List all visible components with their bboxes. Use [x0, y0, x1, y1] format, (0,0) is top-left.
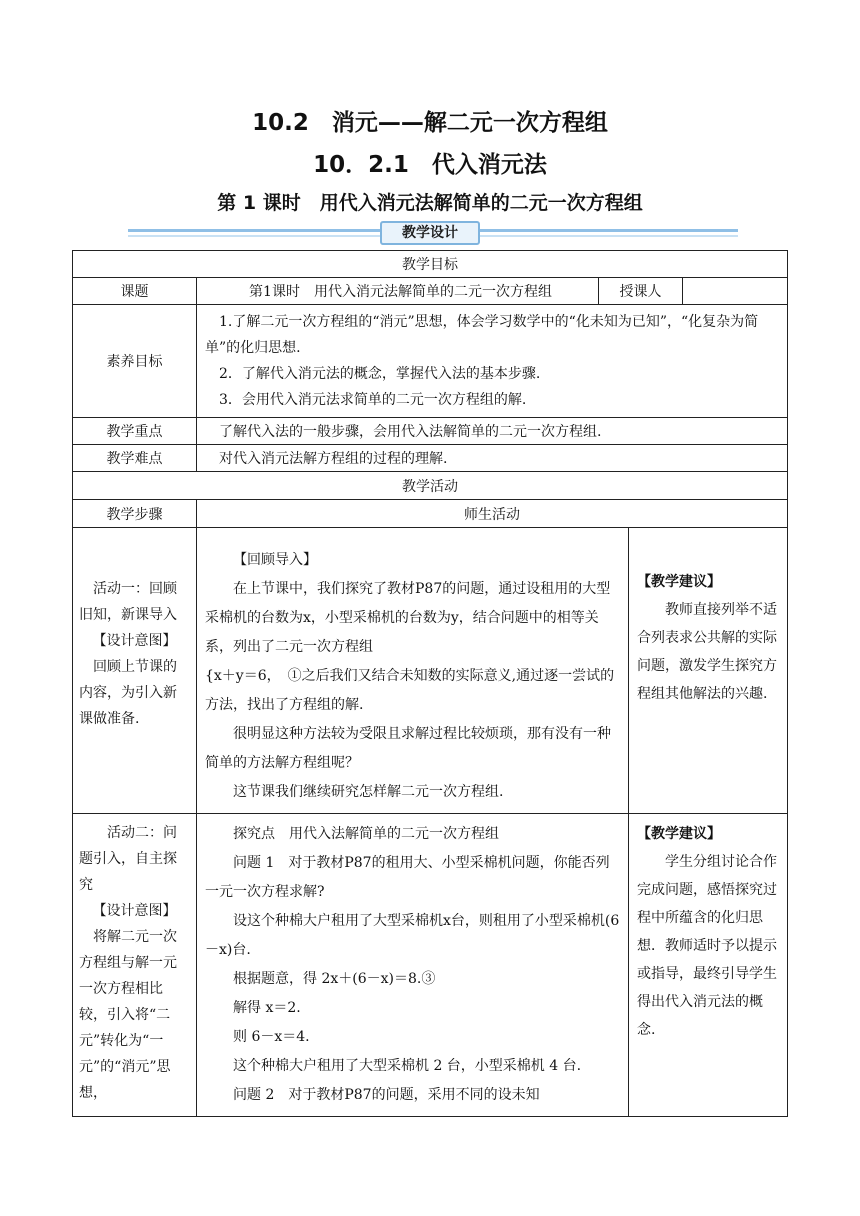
literacy-item: 1.了解二元一次方程组的“消元”思想，体会学习数学中的“化未知为已知”，“化复杂为简单”的化归思想. [205, 314, 759, 356]
activity2-content [197, 814, 629, 1117]
literacy-item: 3．会用代入消元法求简单的二元一次方程组的解. [219, 392, 527, 408]
activity1-paragraph: 很明显这种方法较为受限且求解过程比较烦琐，那有没有一种简单的方法解方程组呢？ [205, 726, 611, 771]
activity2-step [73, 814, 197, 1117]
activity2-paragraph: 探究点 用代入法解简单的二元一次方程组 [233, 826, 499, 842]
activity2-design-label: 【设计意图】 [92, 903, 177, 919]
activity1-content [197, 528, 629, 814]
key-point-value: 了解代入法的一般步骤，会用代入法解简单的二元一次方程组. [197, 418, 788, 445]
key-point-label: 教学重点 [73, 418, 197, 445]
activity1-paragraph: 在上节课中，我们探究了教材P87的问题，通过设租用的大型采棉机的台数为x，小型采棉机的台数为y，结合问题中的相等关系，列出了二元一次方程组 [205, 581, 611, 655]
activity1-paragraph: 【回顾导入】 [233, 552, 317, 568]
activity1-suggestion [629, 528, 788, 814]
topic-value: 第1课时 用代入消元法解简单的二元一次方程组 [197, 278, 599, 305]
activities-header: 教学活动 [73, 472, 788, 500]
lesson-title: 第 1 课时 用代入消元法解简单的二元一次方程组 [217, 192, 643, 214]
activity2-suggestion-text: 学生分组讨论合作完成问题，感悟探究过程中所蕴含的化归思想．教师适时予以提示或指导，最终引导学生得出代入消元法的概念. [637, 854, 777, 1038]
activity1-design-label: 【设计意图】 [92, 633, 177, 649]
teaching-design-banner [128, 221, 738, 245]
literacy-goals [197, 305, 788, 418]
steps-label: 教学步骤 [73, 500, 197, 528]
teacher-student-label: 师生活动 [197, 500, 788, 528]
activity1-design-text: 回顾上节课的内容，为引入新课做准备. [79, 659, 177, 727]
activity1-paragraph: {x＋y＝6， ①之后我们又结合未知数的实际意义,通过逐一尝试的方法，找出了方程组的解. [205, 668, 615, 713]
activity2-paragraph: 解得 x＝2. [233, 1000, 301, 1016]
lesson-plan-table [72, 250, 788, 1117]
activity1-title: 活动一：回顾旧知，新课导入 [79, 581, 177, 623]
activity2-suggestion-label: 【教学建议】 [637, 826, 721, 842]
activity2-paragraph: 设这个种棉大户租用了大型采棉机x台，则租用了小型采棉机(6－x)台. [205, 913, 620, 958]
section-title: 10．2.1 代入消元法 [313, 152, 547, 178]
activity2-design-text: 将解二元一次方程组与解一元一次方程相比较，引入将“二元”转化为“一元”的“消元”思想， [79, 929, 177, 1101]
activity1-step [73, 528, 197, 814]
literacy-label: 素养目标 [73, 305, 197, 418]
activity2-paragraph: 问题 2 对于教材P87的问题，采用不同的设未知 [233, 1087, 540, 1103]
activity2-paragraph: 这个种棉大户租用了大型采棉机 2 台，小型采棉机 4 台. [233, 1058, 582, 1074]
activity1-suggestion-text: 教师直接列举不适合列表求公共解的实际问题，激发学生探究方程组其他解法的兴趣. [637, 602, 777, 702]
activity1-suggestion-label: 【教学建议】 [637, 574, 721, 590]
difficulty-label: 教学难点 [73, 445, 197, 472]
activity1-paragraph: 这节课我们继续研究怎样解二元一次方程组. [233, 784, 504, 800]
activity2-suggestion [629, 814, 788, 1117]
activity2-paragraph: 则 6－x＝4. [233, 1029, 310, 1045]
topic-label: 课题 [73, 278, 197, 305]
goals-header: 教学目标 [73, 251, 788, 278]
teacher-value [683, 278, 788, 305]
teacher-label: 授课人 [599, 278, 683, 305]
difficulty-value: 对代入消元法解方程组的过程的理解. [197, 445, 788, 472]
activity2-paragraph: 根据题意，得 2x＋(6－x)＝8.③ [233, 971, 436, 987]
page-title: 10.2 消元——解二元一次方程组 [252, 110, 608, 136]
activity2-title: 活动二：问题引入，自主探究 [79, 825, 177, 893]
activity2-paragraph: 问题 1 对于教材P87的租用大、小型采棉机问题，你能否列一元一次方程求解? [205, 855, 610, 900]
literacy-item: 2．了解代入消元法的概念，掌握代入法的基本步骤. [219, 366, 541, 382]
banner-label: 教学设计 [380, 221, 480, 245]
